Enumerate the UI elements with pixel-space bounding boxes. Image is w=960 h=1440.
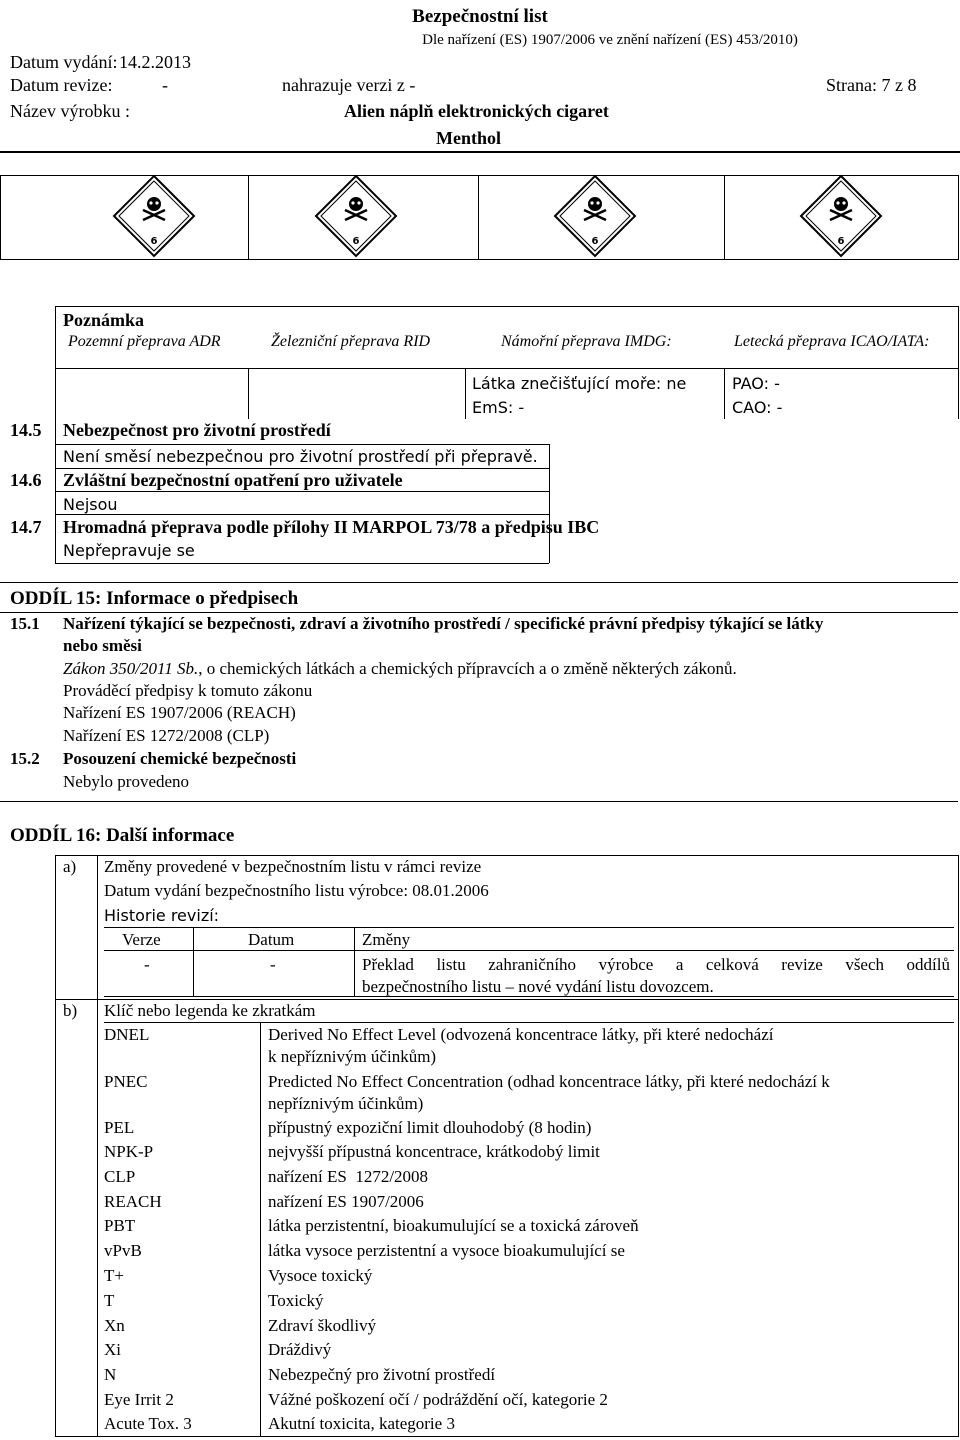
- manufacturer-issue-date: Datum vydání bezpečnostního listu výrobce: 08.01.2006: [104, 881, 489, 900]
- abbr-key: Xi: [104, 1340, 121, 1359]
- law-reference: [63, 659, 737, 679]
- abbr-key: Xn: [104, 1316, 125, 1335]
- abbr-value: Vysoce toxický: [268, 1266, 373, 1285]
- abbr-key: PEL: [104, 1118, 135, 1137]
- section-14-5-text: Není směsí nebezpečnou pro životní prostředí při přepravě.: [63, 447, 538, 466]
- cao-value: CAO: -: [732, 398, 783, 417]
- abbr-value: nejvyšší přípustná koncentrace, krátkodobý limit: [268, 1142, 600, 1161]
- section-16-b-label: b): [63, 1001, 78, 1020]
- skull-crossbones-icon: [547, 168, 643, 264]
- replaces-version: nahrazuje verzi z -: [282, 75, 416, 95]
- abbr-key: CLP: [104, 1167, 136, 1186]
- svg-text:6: 6: [150, 236, 158, 247]
- section-14-6-heading: Zvláštní bezpečnostní opatření pro uživatele: [63, 470, 403, 490]
- reach-regulation: Nařízení ES 1907/2006 (REACH): [63, 703, 296, 722]
- toxic-hazard-label: [547, 168, 643, 264]
- abbr-key: T: [104, 1291, 115, 1310]
- rev-header-changes: Změny: [362, 930, 411, 949]
- pao-value: PAO: -: [732, 374, 780, 393]
- section-15-1-number: 15.1: [10, 614, 40, 633]
- section-16-title: ODDÍL 16: Další informace: [10, 825, 235, 846]
- implementing-regulations: Prováděcí předpisy k tomuto zákonu: [63, 681, 313, 700]
- toxic-hazard-label: [793, 168, 889, 264]
- abbr-key: DNEL: [104, 1025, 150, 1044]
- abbr-key: N: [104, 1365, 117, 1384]
- abbr-value: Akutní toxicita, kategorie 3: [268, 1414, 455, 1433]
- section-14-6-text: Nejsou: [63, 495, 118, 514]
- section-15-2-heading: Posouzení chemické bezpečnosti: [63, 749, 297, 768]
- section-14-7-text: Nepřepravuje se: [63, 541, 195, 560]
- law-description: , o chemických látkách a chemických přípravcích a o změně některých zákonů.: [198, 659, 737, 678]
- ems-value: EmS: -: [472, 398, 525, 417]
- marine-pollutant: Látka znečišťující moře: ne: [472, 374, 687, 393]
- rev-row-date: -: [270, 955, 276, 974]
- revision-history-label: Historie revizí:: [104, 906, 220, 925]
- abbr-value: Nebezpečný pro životní prostředí: [268, 1365, 496, 1384]
- issue-label: Datum vydání:: [10, 52, 118, 72]
- abbr-value: Dráždivý: [268, 1340, 332, 1359]
- rev-header-date: Datum: [248, 930, 295, 949]
- revision-label: Datum revize:: [10, 75, 113, 95]
- abbr-key: NPK-P: [104, 1142, 154, 1161]
- abbr-value: nařízení ES 1907/2006: [268, 1192, 424, 1211]
- regulation-line: Dle nařízení (ES) 1907/2006 ve znění nařízení (ES) 453/2010): [422, 32, 798, 48]
- svg-text:6: 6: [352, 236, 360, 247]
- svg-text:6: 6: [591, 236, 599, 247]
- abbr-key: REACH: [104, 1192, 162, 1211]
- section-16-a-heading: Změny provedené v bezpečnostním listu v rámci revize: [104, 857, 482, 876]
- section-14-5-heading: Nebezpečnost pro životní prostředí: [63, 420, 331, 440]
- rev-row-change-cont: bezpečnostního listu – nové vydání listu dovozcem.: [362, 977, 714, 996]
- abbr-value: látka vysoce perzistentní a vysoce bioakumulující se: [268, 1241, 625, 1260]
- toxic-hazard-label: [106, 168, 202, 264]
- skull-crossbones-icon: [106, 168, 202, 264]
- product-label: Název výrobku :: [10, 101, 130, 121]
- revision-value: -: [162, 75, 168, 95]
- section-14-6-number: 14.6: [10, 470, 42, 490]
- section-15-1-heading-cont: nebo směsi: [63, 636, 142, 655]
- transport-note-label: Poznámka: [63, 310, 144, 330]
- skull-crossbones-icon: [793, 168, 889, 264]
- toxic-hazard-label: [308, 168, 404, 264]
- abbr-key: T+: [104, 1266, 124, 1285]
- abbr-value: přípustný expoziční limit dlouhodobý (8 hodin): [268, 1118, 592, 1137]
- skull-crossbones-icon: [308, 168, 404, 264]
- document-title: Bezpečnostní list: [412, 6, 548, 27]
- transport-col-imdg: Námořní přeprava IMDG:: [501, 333, 672, 350]
- rev-header-version: Verze: [122, 930, 161, 949]
- section-16-a-label: a): [63, 857, 77, 876]
- section-15-1-heading: Nařízení týkající se bezpečnosti, zdraví a životního prostředí / specifické právní předpisy týkající se látky: [63, 614, 824, 633]
- abbr-key: PNEC: [104, 1072, 148, 1091]
- abbr-value: Derived No Effect Level (odvozená koncentrace látky, při které nedochází: [268, 1025, 774, 1044]
- rev-row-version: -: [144, 955, 150, 974]
- svg-text:6: 6: [837, 236, 845, 247]
- section-15-2-number: 15.2: [10, 749, 40, 768]
- section-14-5-number: 14.5: [10, 420, 42, 440]
- abbr-key: Eye Irrit 2: [104, 1390, 174, 1409]
- abbr-value: Predicted No Effect Concentration (odhad koncentrace látky, při které nedochází k: [268, 1072, 830, 1091]
- abbr-value-cont: nepříznivým účinkům): [268, 1094, 424, 1113]
- transport-col-adr: Pozemní přeprava ADR: [68, 333, 221, 350]
- rev-row-change: Překlad listu zahraničního výrobce a celková revize všech oddílů: [362, 955, 950, 974]
- abbr-value: Vážné poškození očí / podráždění očí, kategorie 2: [268, 1390, 608, 1409]
- transport-col-icao: Letecká přeprava ICAO/IATA:: [734, 333, 930, 350]
- abbr-value-cont: k nepříznivým účinkům): [268, 1047, 437, 1066]
- abbr-value: Toxický: [268, 1291, 324, 1310]
- law-name: Zákon 350/2011 Sb.: [63, 659, 199, 678]
- abbr-value: nařízení ES 1272/2008: [268, 1167, 429, 1186]
- abbr-value: látka perzistentní, bioakumulující se a toxická zároveň: [268, 1216, 639, 1235]
- abbr-key: vPvB: [104, 1241, 142, 1260]
- abbr-value: Zdraví škodlivý: [268, 1316, 377, 1335]
- clp-regulation: Nařízení ES 1272/2008 (CLP): [63, 726, 270, 745]
- product-name: Alien náplň elektronických cigaret: [344, 101, 609, 121]
- issue-value: 14.2.2013: [119, 52, 191, 72]
- section-15-2-text: Nebylo provedeno: [63, 772, 190, 791]
- product-variant: Menthol: [436, 128, 501, 148]
- page-number: Strana: 7 z 8: [826, 75, 917, 95]
- abbr-key: Acute Tox. 3: [104, 1414, 192, 1433]
- section-14-7-number: 14.7: [10, 517, 42, 537]
- section-14-7-heading: Hromadná přeprava podle přílohy II MARPOL 73/78 a předpisu IBC: [63, 517, 600, 537]
- abbr-key: PBT: [104, 1216, 136, 1235]
- section-15-title: ODDÍL 15: Informace o předpisech: [10, 588, 299, 609]
- section-16-b-heading: Klíč nebo legenda ke zkratkám: [104, 1001, 316, 1020]
- transport-col-rid: Železniční přeprava RID: [271, 333, 431, 350]
